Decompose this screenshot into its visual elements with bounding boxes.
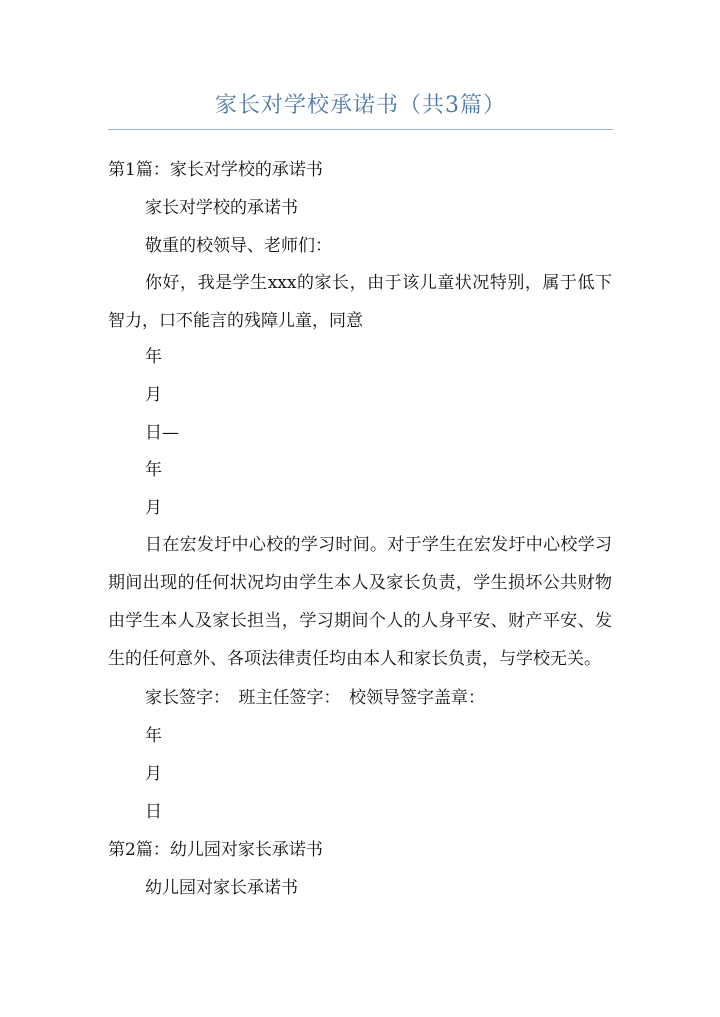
date-year-1: 年 bbox=[145, 347, 162, 367]
document-title: 家长对学校承诺书（共3篇） bbox=[215, 93, 506, 118]
section-1-heading: 第1篇：家长对学校的承诺书 bbox=[108, 160, 323, 180]
salutation: 敬重的校领导、老师们： bbox=[145, 236, 332, 256]
sign-date-day: 日 bbox=[145, 802, 162, 822]
section-1-subtitle: 家长对学校的承诺书 bbox=[145, 198, 298, 218]
date-year-2: 年 bbox=[145, 460, 162, 480]
paragraph-terms: 日在宏发圩中心校的学习时间。对于学生在宏发圩中心校学习期间出现的任何状况均由学生本人及家长负责，学生损坏公共财物由学生本人及家长担当，学习期间个人的人身平安、财产平安、发生的任何意外、各项法律责任均由本人和家长负责，与学校无关。 bbox=[108, 535, 612, 669]
section-2-subtitle: 幼儿园对家长承诺书 bbox=[145, 878, 298, 898]
sign-date-year: 年 bbox=[145, 726, 162, 746]
date-month-1: 月 bbox=[145, 385, 162, 405]
date-month-2: 月 bbox=[145, 498, 162, 518]
signature-line: 家长签字： 班主任签字： 校领导签字盖章： bbox=[145, 688, 485, 708]
sign-date-month: 月 bbox=[145, 764, 162, 784]
paragraph-intro: 你好，我是学生xxx的家长，由于该儿童状况特别，属于低下智力，口不能言的残障儿童，同意 bbox=[108, 273, 612, 331]
title-underline bbox=[108, 129, 613, 130]
date-day-1: 日— bbox=[145, 423, 179, 443]
section-2-heading: 第2篇：幼儿园对家长承诺书 bbox=[108, 840, 323, 860]
